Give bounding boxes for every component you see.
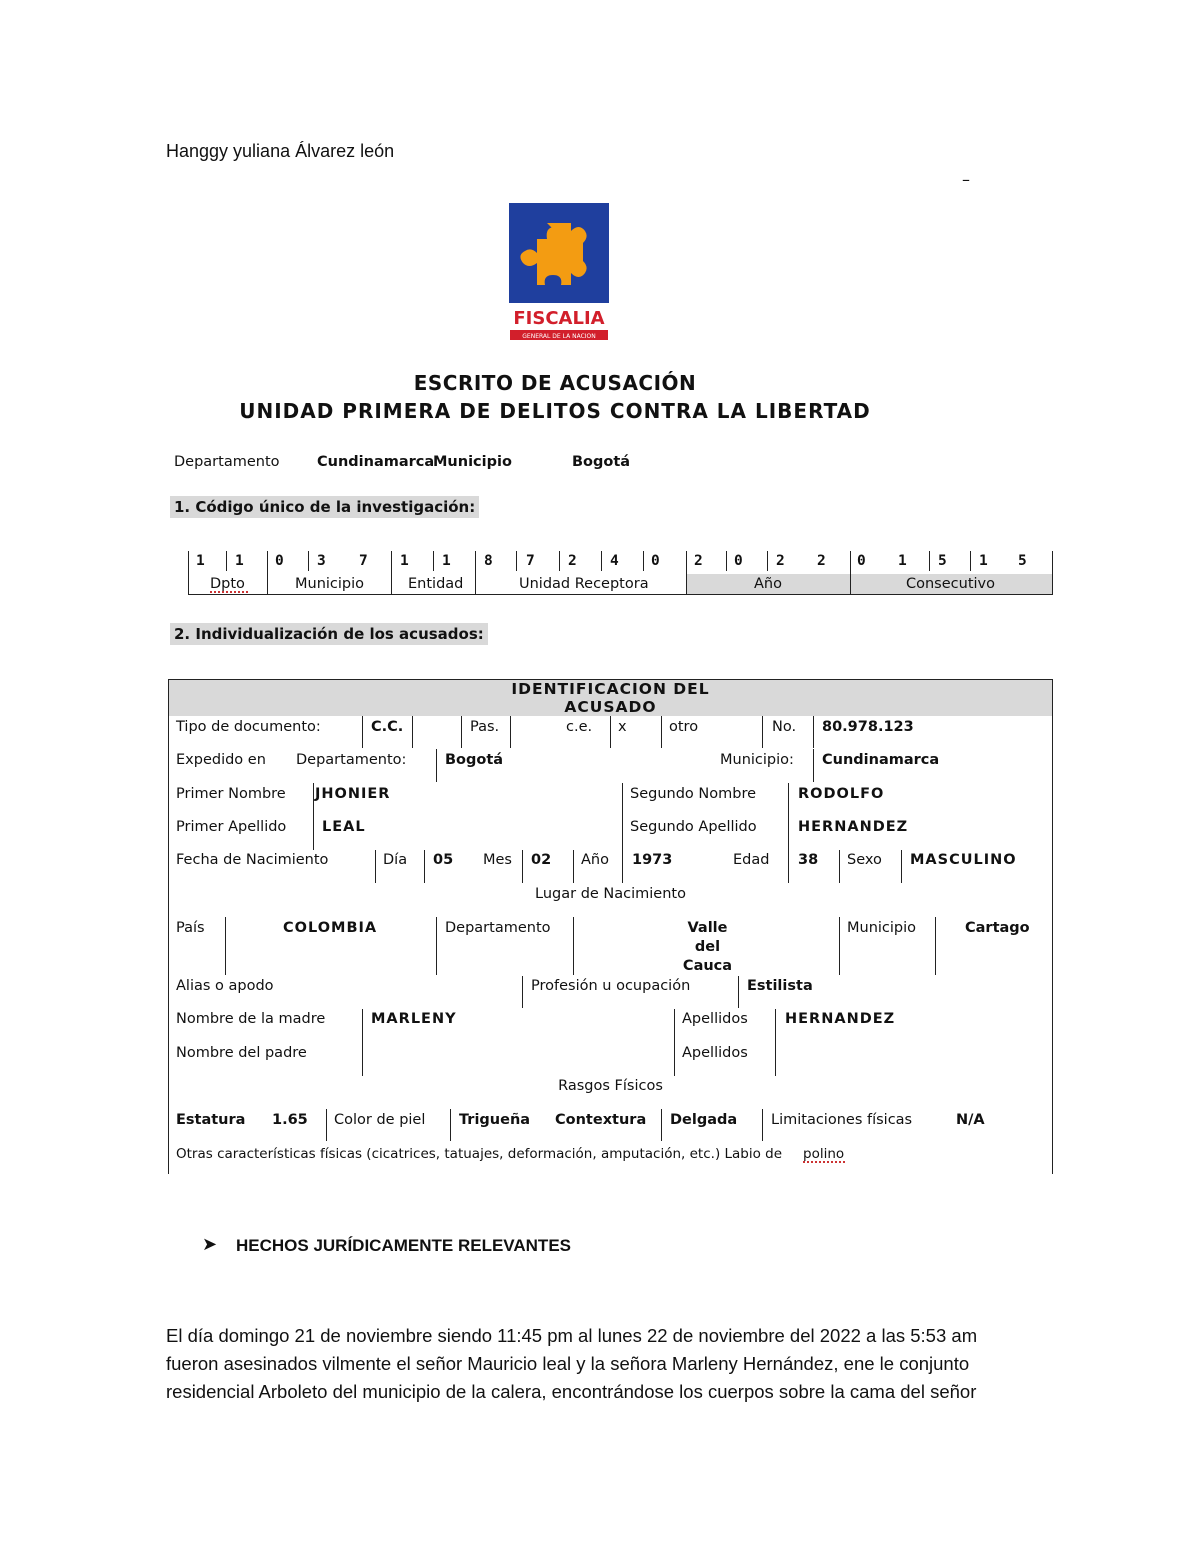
primer-nombre-value: JHONIER: [315, 786, 391, 802]
code-group-label: Entidad: [408, 576, 464, 592]
x-mark: x: [618, 719, 627, 735]
color-piel-label: Color de piel: [334, 1112, 426, 1128]
rasgos-label: Rasgos Físicos: [558, 1078, 663, 1094]
madre-apellidos-label: Apellidos: [682, 1011, 748, 1027]
segundo-nombre-value: RODOLFO: [798, 786, 885, 802]
puzzle-logo-icon: [509, 203, 609, 343]
code-digit: 0: [275, 553, 284, 569]
mes-value: 02: [531, 852, 552, 868]
code-digit: 0: [857, 553, 866, 569]
code-group-label: Unidad Receptora: [519, 576, 649, 592]
document-subtitle: UNIDAD PRIMERA DE DELITOS CONTRA LA LIBERTAD: [239, 399, 871, 423]
tipo-doc-label: Tipo de documento:: [176, 719, 321, 735]
code-digit: 0: [734, 553, 743, 569]
code-digit: 1: [196, 553, 205, 569]
madre-apellidos-value: HERNANDEZ: [785, 1011, 896, 1027]
code-digit: 7: [359, 553, 368, 569]
code-digit: 1: [898, 553, 907, 569]
document-number: 80.978.123: [822, 719, 914, 735]
document-title: ESCRITO DE ACUSACIÓN: [413, 371, 697, 395]
mes-label: Mes: [483, 852, 512, 868]
otras-caracteristicas-label: Otras características físicas (cicatrices, tatuajes, deformación, amputación, etc.) Labio de: [176, 1146, 783, 1162]
edad-label: Edad: [733, 852, 770, 868]
code-digit: 1: [979, 553, 988, 569]
municipio-value: Cartago: [965, 920, 1030, 936]
primer-apellido-value: LEAL: [322, 819, 366, 835]
code-group-label: Municipio: [295, 576, 365, 592]
form-header-line1: IDENTIFICACION DEL: [511, 680, 710, 698]
primer-apellido-label: Primer Apellido: [176, 819, 287, 835]
anio-value: 1973: [632, 852, 673, 868]
code-digit: 0: [651, 553, 660, 569]
code-digit: 3: [317, 553, 326, 569]
code-digit: 5: [938, 553, 947, 569]
no-label: No.: [772, 719, 797, 735]
code-digit: 2: [568, 553, 577, 569]
expedido-label: Expedido en: [176, 752, 266, 768]
fecha-nacimiento-label: Fecha de Nacimiento: [176, 852, 329, 868]
padre-label: Nombre del padre: [176, 1045, 307, 1061]
exp-mun-label: Municipio:: [720, 752, 794, 768]
author-name: Hanggy yuliana Álvarez león: [166, 141, 395, 161]
code-group-label: Dpto: [210, 576, 245, 592]
code-digit: 5: [1018, 553, 1027, 569]
code-digit: 8: [484, 553, 493, 569]
pais-value: COLOMBIA: [283, 920, 378, 936]
padre-apellidos-label: Apellidos: [682, 1045, 748, 1061]
dept-value: Cundinamarca: [317, 454, 435, 470]
logo-subtitle: GENERAL DE LA NACION: [522, 333, 596, 340]
hechos-paragraph: [166, 1322, 1046, 1406]
exp-dept-value: Bogotá: [445, 752, 504, 768]
code-digit: 7: [526, 553, 535, 569]
bullet-arrow-icon: ➤: [202, 1234, 218, 1255]
contextura-label: Contextura: [555, 1112, 647, 1128]
section-2-title: 2. Individualización de los acusados:: [170, 623, 488, 645]
dia-label: Día: [383, 852, 408, 868]
anio-label: Año: [581, 852, 609, 868]
lugar-nacimiento-label: Lugar de Nacimiento: [535, 886, 686, 902]
otro-option: otro: [669, 719, 699, 735]
mun-value: Bogotá: [572, 454, 631, 470]
hechos-line: El día domingo 21 de noviembre siendo 11:45 pm al lunes 22 de noviembre del 2022 a las 5:53 am: [166, 1325, 978, 1346]
code-digit: 1: [442, 553, 451, 569]
madre-value: MARLENY: [371, 1011, 457, 1027]
hechos-title: HECHOS JURÍDICAMENTE RELEVANTES: [236, 1236, 571, 1255]
departamento-label: Departamento: [445, 920, 551, 936]
pas-option: Pas.: [470, 719, 500, 735]
cc-option: C.C.: [371, 719, 404, 735]
segundo-apellido-label: Segundo Apellido: [630, 819, 757, 835]
code-group-label: Año: [754, 576, 782, 592]
pais-label: País: [176, 920, 205, 936]
municipio-label: Municipio: [847, 920, 917, 936]
code-digit: 4: [610, 553, 619, 569]
header-dash: –: [962, 170, 970, 189]
sexo-label: Sexo: [847, 852, 882, 868]
ce-option: c.e.: [566, 719, 593, 735]
color-piel-value: Trigueña: [459, 1112, 531, 1128]
code-digit: 2: [817, 553, 826, 569]
segundo-apellido-value: HERNANDEZ: [798, 819, 909, 835]
hechos-line: fueron asesinados vilmente el señor Mauricio leal y la señora Marleny Hernández, ene le conjunto: [166, 1353, 970, 1374]
departamento-value-2: del: [694, 939, 721, 955]
code-digit: 2: [694, 553, 703, 569]
code-group-label: Consecutivo: [906, 576, 995, 592]
sexo-value: MASCULINO: [910, 852, 1017, 868]
exp-mun-value: Cundinamarca: [822, 752, 940, 768]
fiscalia-logo: [509, 203, 609, 343]
departamento-value-3: Cauca: [682, 958, 733, 974]
edad-value: 38: [798, 852, 819, 868]
departamento-value-1: Valle: [687, 920, 728, 936]
madre-label: Nombre de la madre: [176, 1011, 326, 1027]
alias-label: Alias o apodo: [176, 978, 274, 994]
segundo-nombre-label: Segundo Nombre: [630, 786, 757, 802]
primer-nombre-label: Primer Nombre: [176, 786, 286, 802]
dia-value: 05: [433, 852, 454, 868]
limitaciones-value: N/A: [956, 1112, 985, 1128]
profesion-value: Estilista: [747, 978, 813, 994]
code-digit: 2: [776, 553, 785, 569]
form-header-line2: ACUSADO: [564, 698, 657, 716]
limitaciones-label: Limitaciones físicas: [771, 1112, 913, 1128]
code-digit: 1: [400, 553, 409, 569]
dept-label: Departamento: [174, 454, 280, 470]
profesion-label: Profesión u ocupación: [531, 978, 691, 994]
estatura-label: Estatura: [176, 1112, 246, 1128]
mun-label: Municipio: [433, 454, 512, 470]
estatura-value: 1.65: [272, 1112, 308, 1128]
code-digit: 1: [235, 553, 244, 569]
hechos-line: residencial Arboleto del municipio de la calera, encontrándose los cuerpos sobre la cama del señor: [166, 1381, 977, 1402]
logo-name: FISCALIA: [513, 308, 605, 329]
exp-dept-label: Departamento:: [296, 752, 407, 768]
section-1-title: 1. Código único de la investigación:: [170, 496, 479, 518]
otras-caracteristicas-value: polino: [803, 1146, 845, 1162]
contextura-value: Delgada: [670, 1112, 738, 1128]
